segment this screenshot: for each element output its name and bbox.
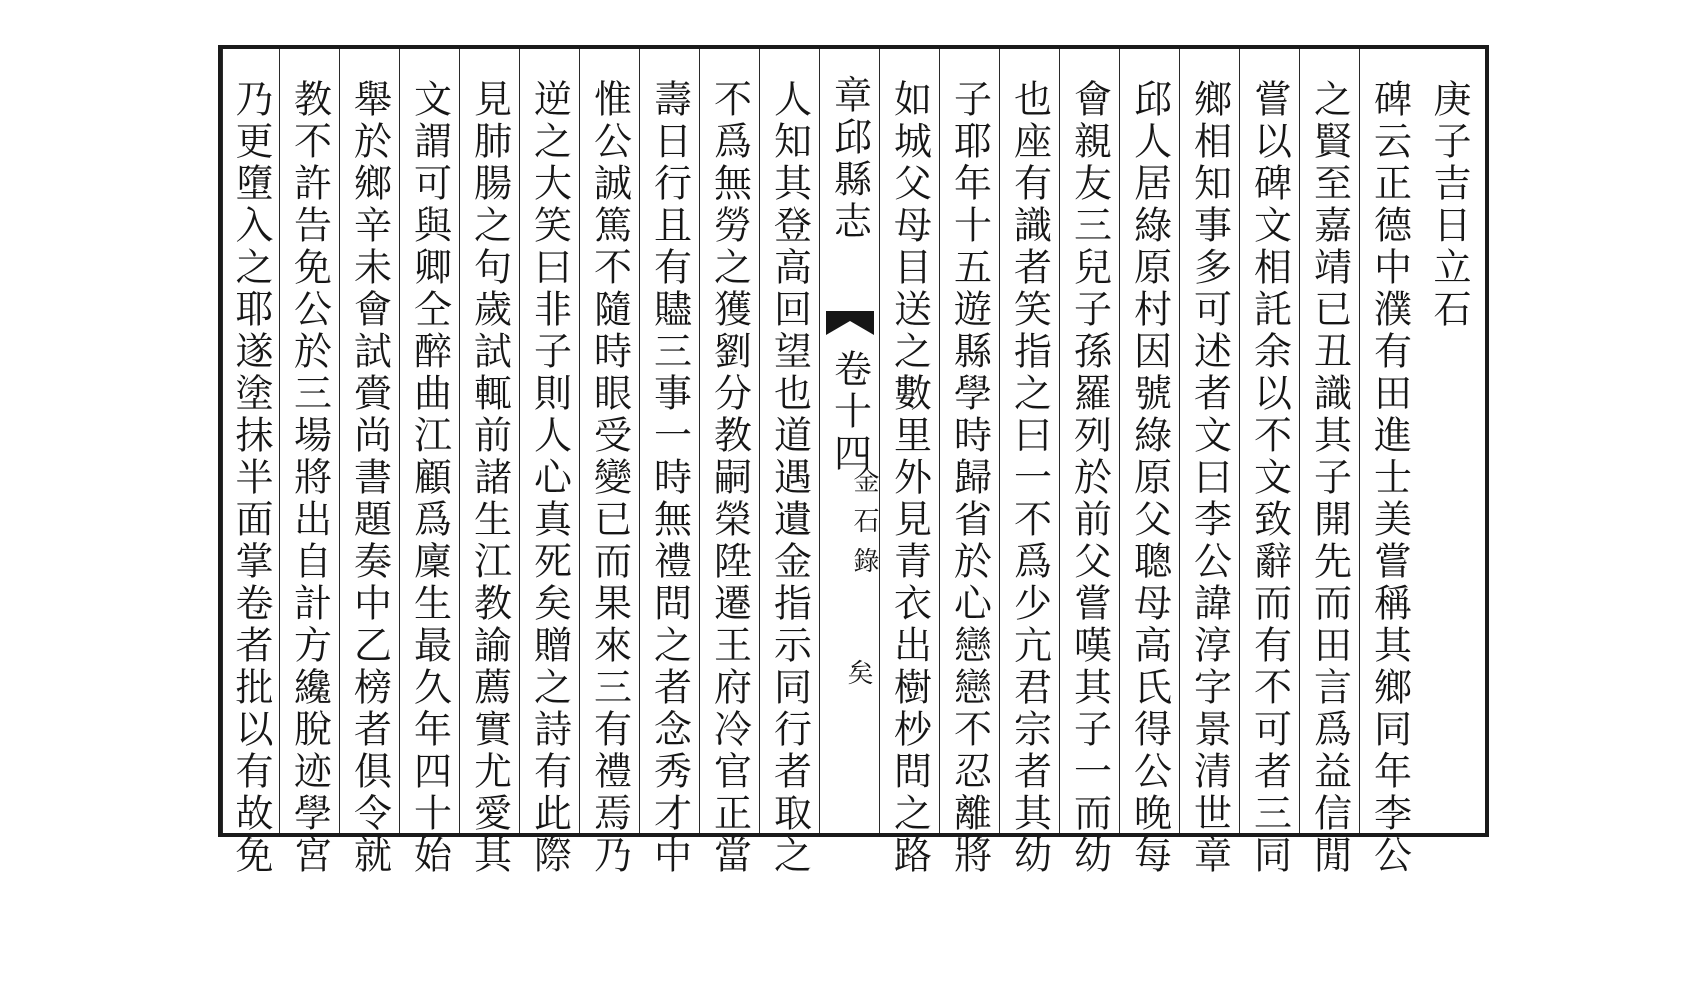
text-column [579, 49, 639, 877]
column-text: 舉於鄉辛未會試賫尚書題奏中乙榜者俱令就 [347, 79, 392, 877]
column-text: 庚子吉日立石 [1427, 79, 1471, 331]
text-column [1359, 49, 1419, 877]
column-text: 子耶年十五遊縣學時歸省於心戀戀不忍離將 [947, 79, 992, 877]
column-text: 碑云正德中濮有田進士美嘗稱其鄉同年李公 [1367, 79, 1412, 877]
text-column [1299, 49, 1359, 877]
column-text: 人知其登高回望也道遇遺金指示同行者取之 [767, 79, 812, 877]
text-column [639, 49, 699, 877]
text-column [759, 49, 819, 877]
text-column [699, 49, 759, 877]
text-column [1419, 49, 1479, 833]
column-text: 嘗以碑文相託余以不文致辭而有不可者三同 [1247, 79, 1292, 877]
text-column [879, 49, 939, 877]
book-title: 章邱縣志 [827, 75, 872, 243]
text-column [279, 49, 339, 877]
column-text: 壽日行且有贐三事一時無禮問之者念秀才中 [647, 79, 692, 877]
text-column [339, 49, 399, 877]
column-text: 教不許告免公於三場將出自計方纔脫迹學宮 [287, 79, 332, 877]
column-text: 會親友三兒子孫羅列於前父嘗嘆其子一而幼 [1067, 79, 1112, 877]
column-text: 逆之大笑曰非子則人心真死矣贈之詩有此際 [527, 79, 572, 877]
column-text: 不爲無勞之獲劉分教嗣榮陞遷王府冷官正當 [707, 79, 752, 877]
fish-tail-mark [826, 311, 874, 335]
column-text: 惟公誠篤不隨時眼受變已而果來三有禮焉乃 [587, 79, 632, 877]
column-text: 乃更墮入之耶遂塗抹半面掌卷者批以有故免 [229, 79, 273, 877]
volume-label: 卷十四 [827, 349, 872, 475]
column-text: 之賢至嘉靖已丑識其子開先而田言爲益信閒 [1307, 79, 1352, 877]
text-column [1179, 49, 1239, 877]
folio-mark: 矣 [843, 659, 873, 699]
text-column [399, 49, 459, 877]
text-column [939, 49, 999, 877]
section-label: 金石錄 [849, 467, 879, 587]
column-text: 見肺腸之句歲試輒前諸生江教諭薦實尤愛其 [467, 79, 512, 877]
column-text: 鄉相知事多可述者文曰李公諱淳字景清世章 [1187, 79, 1232, 877]
center-fold-column [819, 49, 879, 833]
column-text: 也座有識者笑指之曰一不爲少亢君宗者其幼 [1007, 79, 1052, 877]
column-text: 文謂可與卿仝醉曲江顧爲廩生最久年四十始 [407, 79, 452, 877]
text-column [1239, 49, 1299, 877]
book-page [218, 45, 1489, 877]
text-column [1059, 49, 1119, 877]
text-column [222, 49, 279, 877]
text-column [999, 49, 1059, 877]
column-text: 如城父母目送之數里外見青衣出樹杪問之路 [887, 79, 932, 877]
text-column [519, 49, 579, 877]
text-column [1119, 49, 1179, 877]
column-text: 邱人居綠原村因號綠原父聰母高氏得公晚每 [1127, 79, 1172, 877]
text-column [459, 49, 519, 877]
